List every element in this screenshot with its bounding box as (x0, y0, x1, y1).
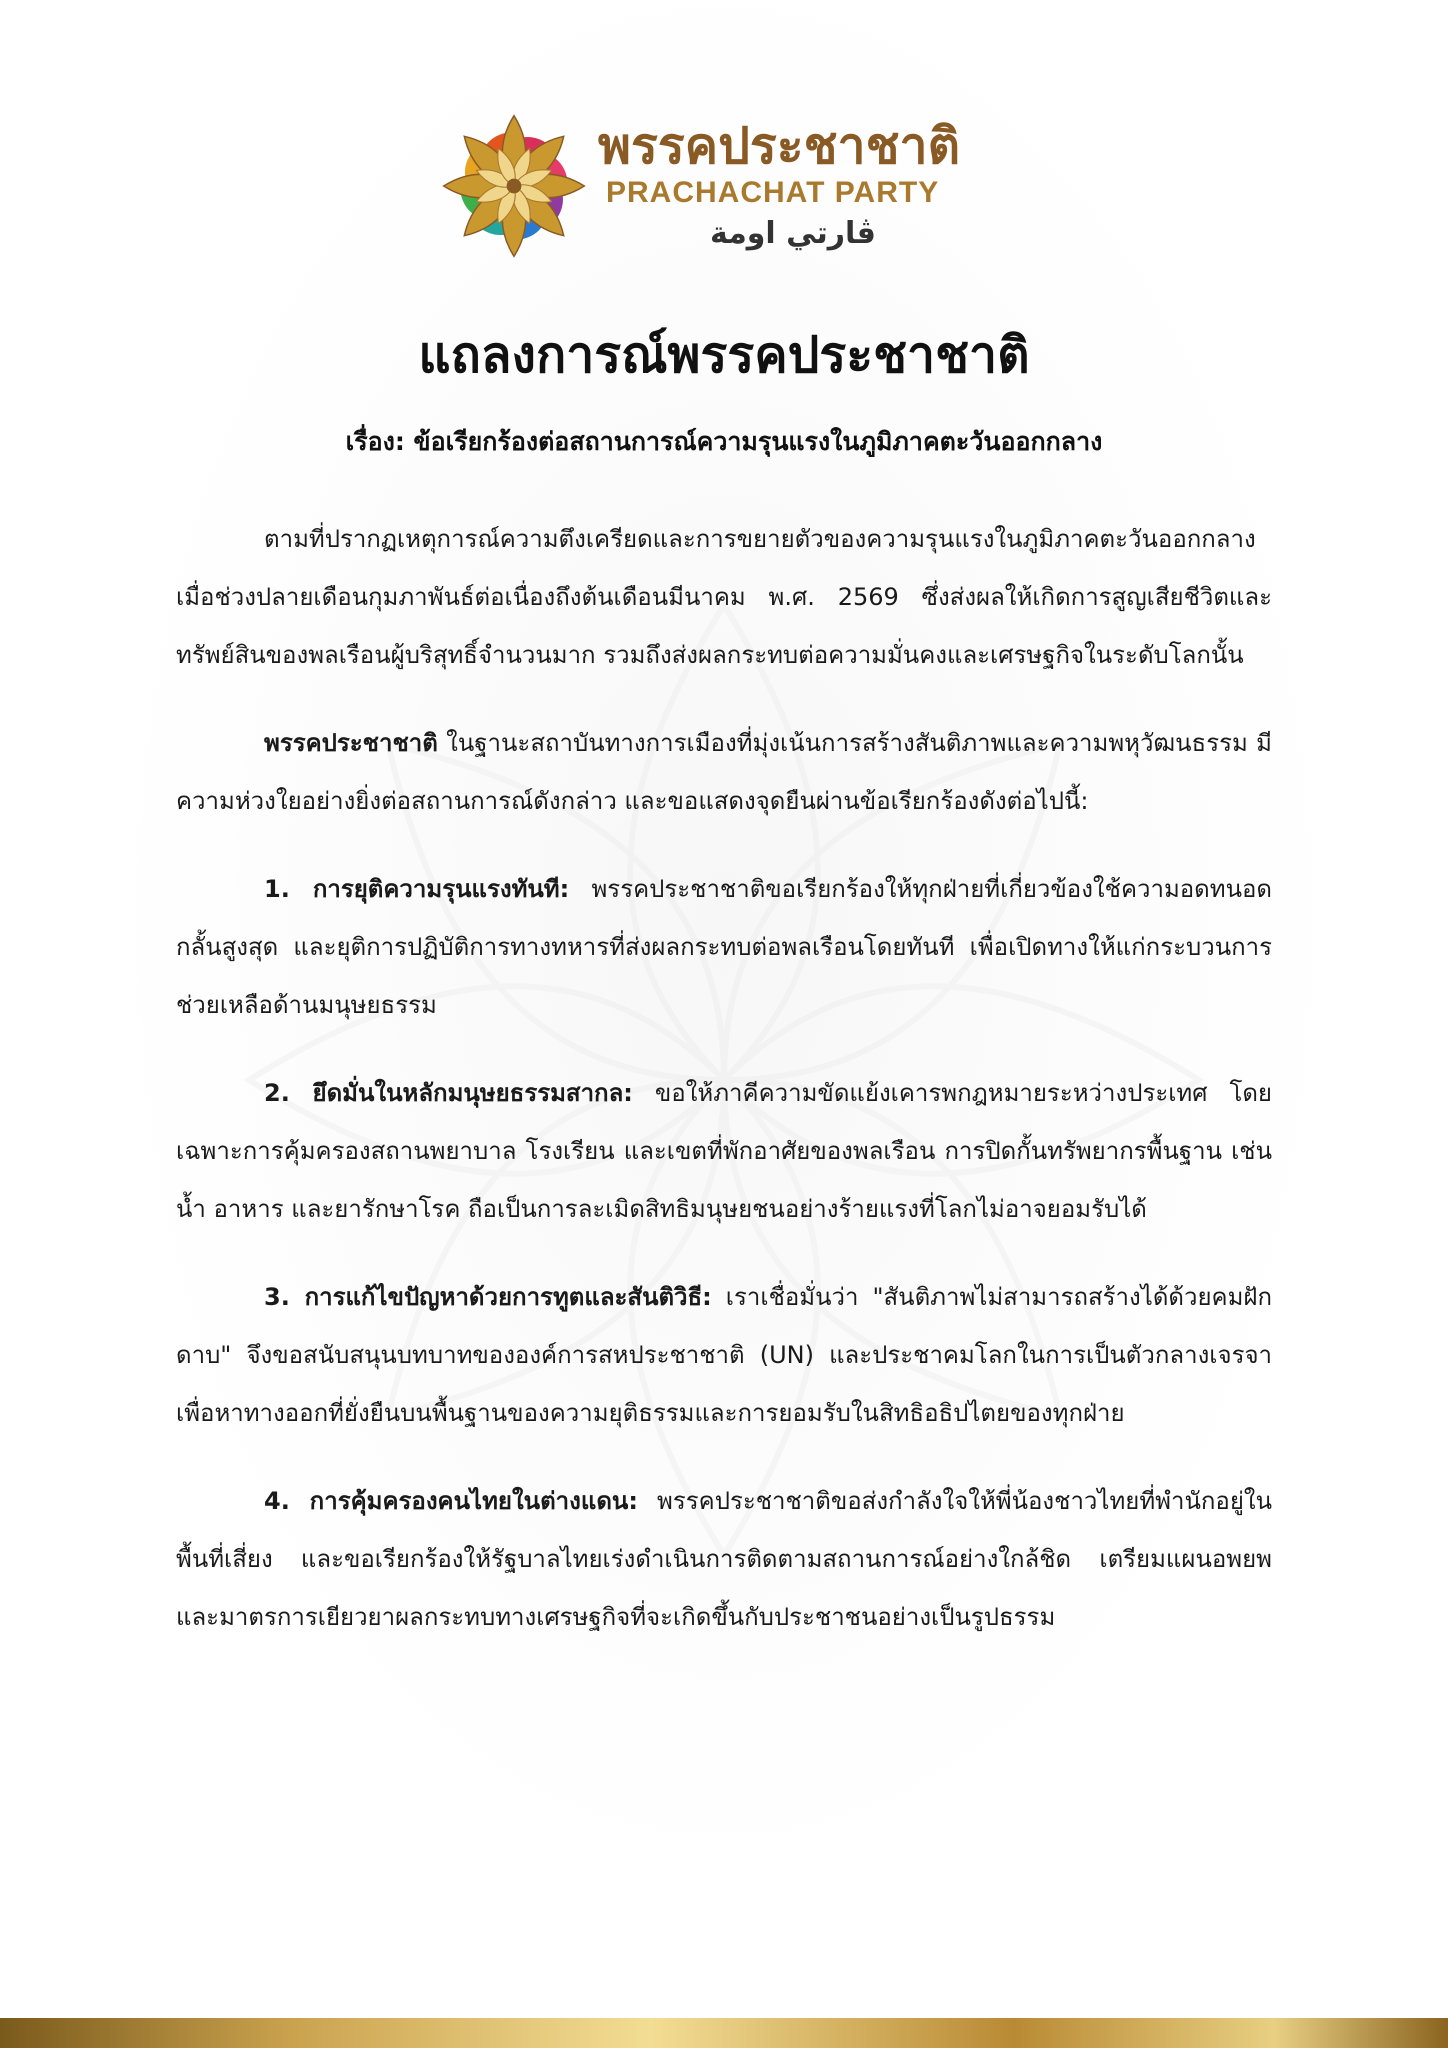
party-logo (440, 112, 1010, 262)
document-body (176, 510, 1272, 1676)
logo-jawi-name: ڤارتي اومة (710, 216, 876, 251)
paragraph-position (176, 714, 1272, 830)
demand-text: เราเชื่อมั่นว่า "สันติภาพไม่สามารถสร้างได้ด้วยคมฝักดาบ" จึงขอสนับสนุนบทบาทขององค์การสหประชาชาติ (UN) และประชาคมโลกในการเป็นตัวกลางเจรจา เพื่อหาทางออกที่ยั่งยืนบนพื้นฐานของความยุติธรรมและการยอมรับในสิทธิอธิปไตยของทุกฝ่าย (176, 1283, 1272, 1427)
paragraph-text: ในฐานะสถาบันทางการเมืองที่มุ่งเน้นการสร้างสันติภาพและความพหุวัฒนธรรม มีความห่วงใยอย่างยิ่งต่อสถานการณ์ดังกล่าว และขอแสดงจุดยืนผ่านข้อเรียกร้องดังต่อไปนี้: (176, 729, 1272, 815)
logo-thai-name: พรรคประชาชาติ (598, 117, 961, 175)
paragraph-lead: พรรคประชาชาติ (264, 729, 438, 757)
demand-heading: 3. การแก้ไขปัญหาด้วยการทูตและสันติวิธี: (264, 1283, 712, 1311)
demand-item-1 (176, 860, 1272, 1034)
gold-footer-band (0, 2018, 1448, 2048)
paragraph-intro (176, 510, 1272, 684)
demand-heading: 4. การคุ้มครองคนไทยในต่างแดน: (264, 1487, 638, 1515)
demand-item-4 (176, 1472, 1272, 1646)
paragraph-text: ตามที่ปรากฏเหตุการณ์ความตึงเครียดและการขยายตัวของความรุนแรงในภูมิภาคตะวันออกกลาง เมื่อช่วงปลายเดือนกุมภาพันธ์ต่อเนื่องถึงต้นเดือนมีนาคม พ.ศ. 2569 ซึ่งส่งผลให้เกิดการสูญเสียชีวิตและทรัพย์สินของพลเรือนผู้บริสุทธิ์จำนวนมาก รวมถึงส่งผลกระทบต่อความมั่นคงและเศรษฐกิจในระดับโลกนั้น (176, 525, 1272, 669)
demand-item-2 (176, 1064, 1272, 1238)
demand-heading: 1. การยุติความรุนแรงทันที: (264, 875, 570, 903)
document-subject: เรื่อง: ข้อเรียกร้องต่อสถานการณ์ความรุนแรงในภูมิภาคตะวันออกกลาง (345, 427, 1103, 456)
lotus-emblem-icon (440, 112, 588, 260)
logo-english-name: PRACHACHAT PARTY (606, 176, 940, 209)
demand-text: ขอให้ภาคีความขัดแย้งเคารพกฎหมายระหว่างประเทศ โดยเฉพาะการคุ้มครองสถานพยาบาล โรงเรียน และเขตที่พักอาศัยของพลเรือน การปิดกั้นทรัพยากรพื้นฐาน เช่น น้ำ อาหาร และยารักษาโรค ถือเป็นการละเมิดสิทธิมนุษยชนอย่างร้ายแรงที่โลกไม่อาจยอมรับได้ (176, 1079, 1272, 1223)
demand-text: พรรคประชาชาติขอส่งกำลังใจให้พี่น้องชาวไทยที่พำนักอยู่ในพื้นที่เสี่ยง และขอเรียกร้องให้รัฐบาลไทยเร่งดำเนินการติดตามสถานการณ์อย่างใกล้ชิด เตรียมแผนอพยพและมาตรการเยียวยาผลกระทบทางเศรษฐกิจที่จะเกิดขึ้นกับประชาชนอย่างเป็นรูปธรรม (176, 1487, 1272, 1631)
demand-heading: 2. ยึดมั่นในหลักมนุษยธรรมสากล: (264, 1079, 633, 1107)
demand-item-3 (176, 1268, 1272, 1442)
demand-text: พรรคประชาชาติขอเรียกร้องให้ทุกฝ่ายที่เกี่ยวข้องใช้ความอดทนอดกลั้นสูงสุด และยุติการปฏิบัติการทางทหารที่ส่งผลกระทบต่อพลเรือนโดยทันที เพื่อเปิดทางให้แก่กระบวนการช่วยเหลือด้านมนุษยธรรม (176, 875, 1272, 1019)
document-title: แถลงการณ์พรรคประชาชาติ (418, 326, 1030, 384)
